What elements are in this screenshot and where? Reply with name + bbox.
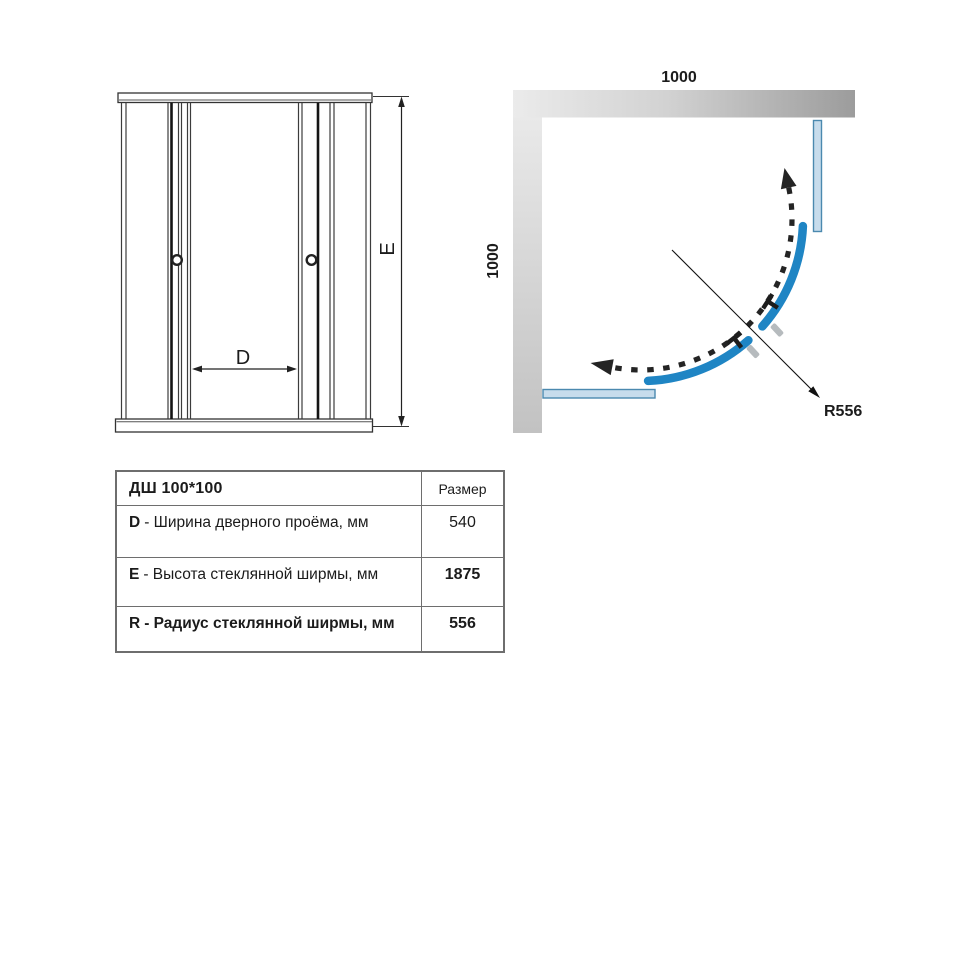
front-top-rail [118, 93, 372, 103]
table-row-r [117, 606, 503, 651]
radius-label: R556 [824, 403, 863, 420]
left-door-knob [172, 255, 182, 265]
param-d-letter: D [129, 514, 141, 531]
param-d-value: 540 [449, 514, 476, 531]
dimension-e-arrow-bottom [398, 416, 405, 427]
dimension-e-label: E [377, 242, 399, 256]
param-d-desc: - Ширина дверного проёма, мм [144, 514, 369, 531]
fixed-glass-panel-bottom [543, 390, 655, 399]
sliding-door-upper-arc [762, 226, 803, 326]
param-e-letter: E [129, 566, 140, 583]
door-grip-lower [746, 344, 760, 359]
param-e-desc: - Высота стеклянной ширмы, мм [143, 566, 379, 583]
top-view [485, 69, 862, 433]
dimension-d-arrow-left [192, 366, 202, 373]
radius-callout [672, 250, 862, 420]
right-door-knob [307, 255, 317, 265]
param-r-value: 556 [449, 615, 476, 632]
fixed-glass-panel-right [814, 121, 822, 232]
spec-table-header-row [117, 472, 503, 505]
left-depth-label: 1000 [485, 243, 502, 279]
front-vertical-profiles [122, 103, 371, 419]
param-r-label [117, 607, 422, 651]
spec-table [115, 470, 505, 653]
dimension-e [373, 97, 409, 427]
top-wall [513, 90, 855, 118]
travel-arrow-up [781, 168, 797, 189]
travel-arrow-left [591, 359, 614, 375]
param-e-label [117, 558, 422, 606]
dimension-d-arrow-right [287, 366, 297, 373]
front-bottom-rail [116, 419, 373, 432]
param-d-label [117, 506, 422, 557]
top-width-label: 1000 [661, 69, 697, 86]
dimension-e-arrow-top [398, 97, 405, 108]
param-r-desc: - Радиус стеклянной ширмы, мм [144, 615, 395, 632]
table-row-e [117, 557, 503, 606]
param-e-value: 1875 [444, 566, 481, 583]
door-grip-upper [770, 323, 784, 338]
size-column-header: Размер [438, 481, 487, 497]
dimension-d [192, 347, 297, 372]
param-r-letter: R [129, 615, 141, 632]
front-view [116, 93, 410, 432]
table-row-d [117, 505, 503, 557]
model-name: ДШ 100*100 [117, 472, 422, 505]
dimension-d-label: D [235, 347, 251, 369]
left-wall [513, 118, 542, 434]
